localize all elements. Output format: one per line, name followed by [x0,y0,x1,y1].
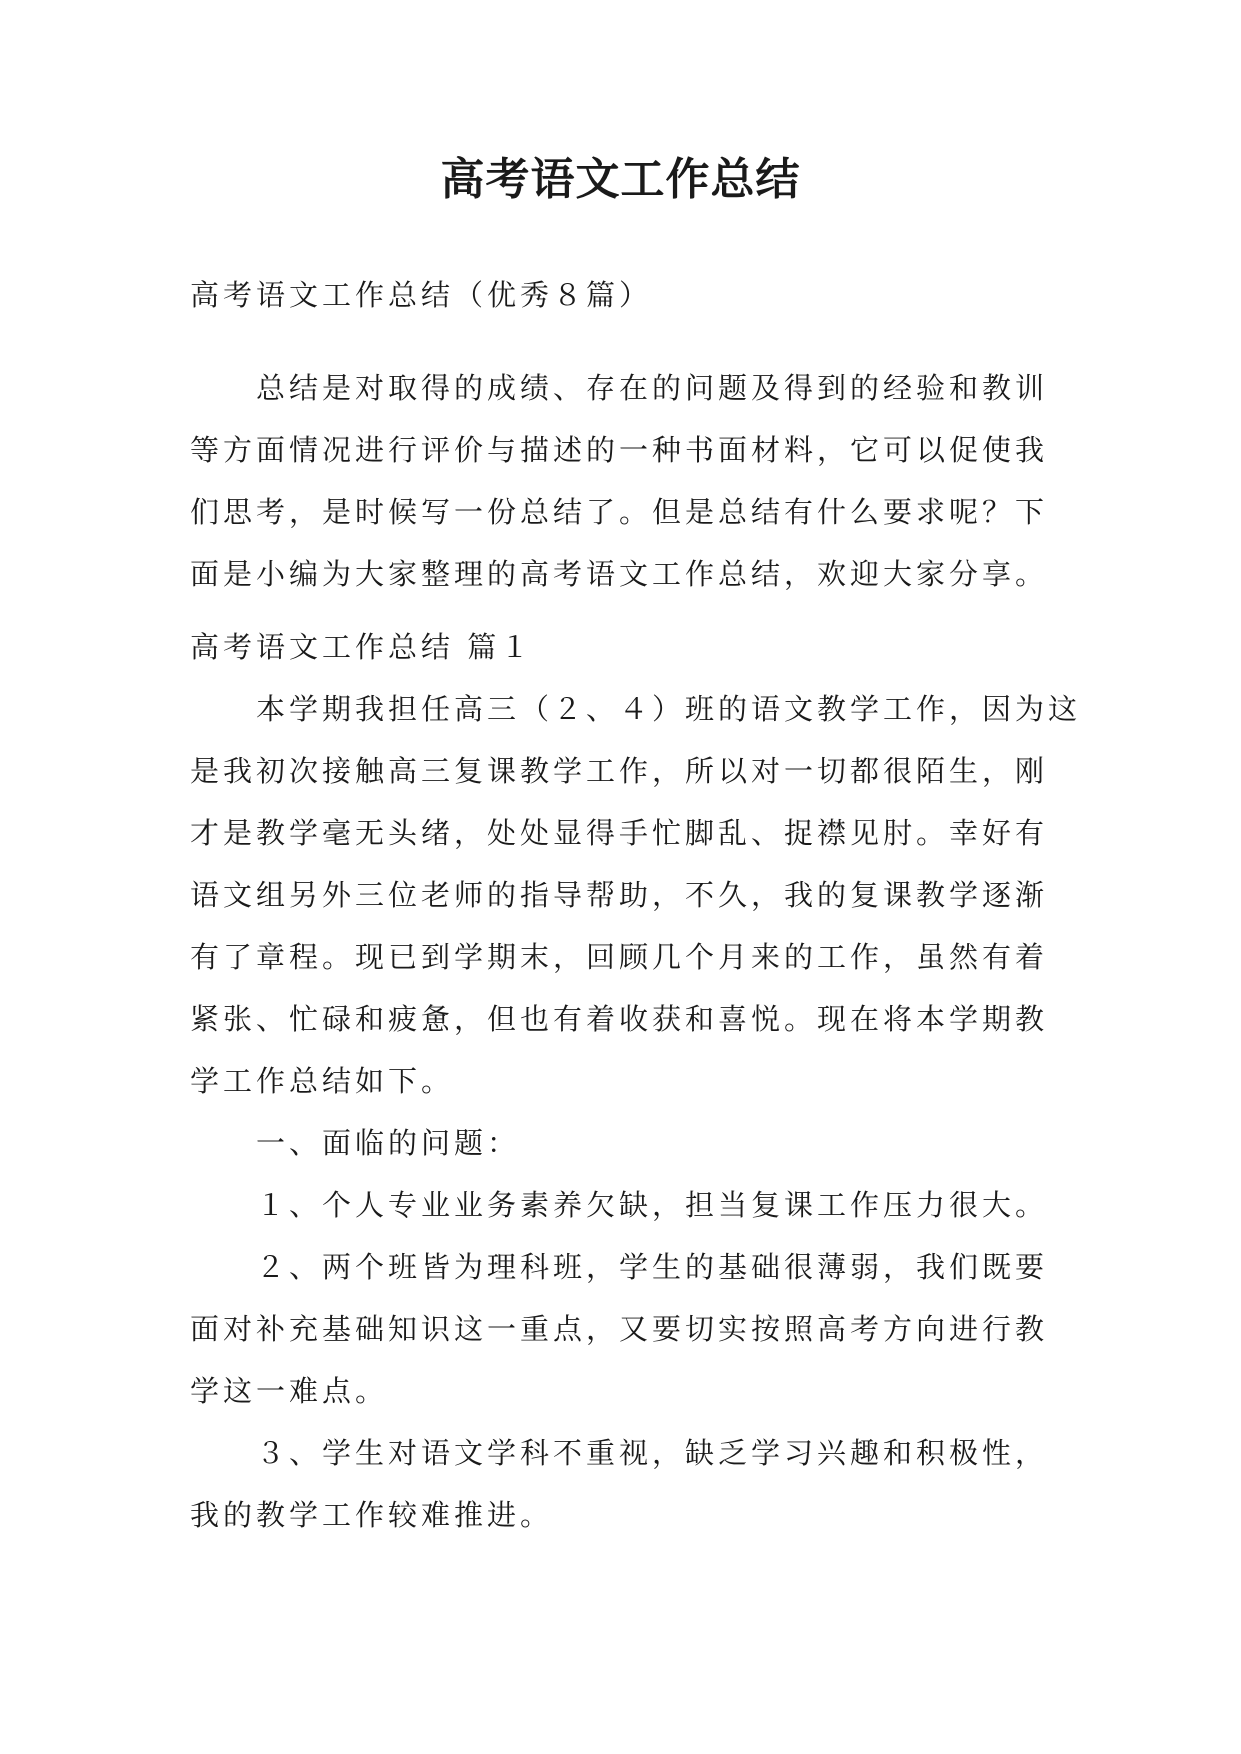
section-paragraph-line: 是我初次接触高三复课教学工作，所以对一切都很陌生，刚 [190,754,1049,788]
problem-item-2-line: ２、两个班皆为理科班，学生的基础很薄弱，我们既要 [256,1250,1049,1284]
section-paragraph-line: 紧张、忙碌和疲惫，但也有着收获和喜悦。现在将本学期教 [190,1002,1049,1036]
section-heading: 高考语文工作总结 篇１ [190,630,534,664]
subtitle-line: 高考语文工作总结（优秀８篇） [190,278,653,312]
intro-line: 总结是对取得的成绩、存在的问题及得到的经验和教训 [256,371,1049,405]
intro-line: 面是小编为大家整理的高考语文工作总结，欢迎大家分享。 [190,557,1049,591]
section-paragraph-line: 才是教学毫无头绪，处处显得手忙脚乱、捉襟见肘。幸好有 [190,816,1049,850]
section-paragraph-line: 本学期我担任高三（２、４）班的语文教学工作，因为这 [256,692,1082,726]
problem-item-3-line: 我的教学工作较难推进。 [190,1498,554,1532]
section-paragraph-line: 语文组另外三位老师的指导帮助，不久，我的复课教学逐渐 [190,878,1049,912]
document-title: 高考语文工作总结 [440,154,801,205]
section-paragraph-line: 有了章程。现已到学期末，回顾几个月来的工作，虽然有着 [190,940,1049,974]
document-subtitle [190,264,1060,326]
section-one [190,616,1082,1546]
problem-item-1: １、个人专业业务素养欠缺，担当复课工作压力很大。 [256,1188,1049,1222]
intro-paragraph [190,357,1060,605]
intro-line: 们思考，是时候写一份总结了。但是总结有什么要求呢？下 [190,495,1049,529]
problems-heading: 一、面临的问题： [256,1126,521,1160]
section-paragraph-line: 学工作总结如下。 [190,1064,455,1098]
problem-item-2-line: 学这一难点。 [190,1374,389,1408]
problem-item-3-line: ３、学生对语文学科不重视，缺乏学习兴趣和积极性， [256,1436,1049,1470]
problem-item-2-line: 面对补充基础知识这一重点，又要切实按照高考方向进行教 [190,1312,1049,1346]
intro-line: 等方面情况进行评价与描述的一种书面材料，它可以促使我 [190,433,1049,467]
